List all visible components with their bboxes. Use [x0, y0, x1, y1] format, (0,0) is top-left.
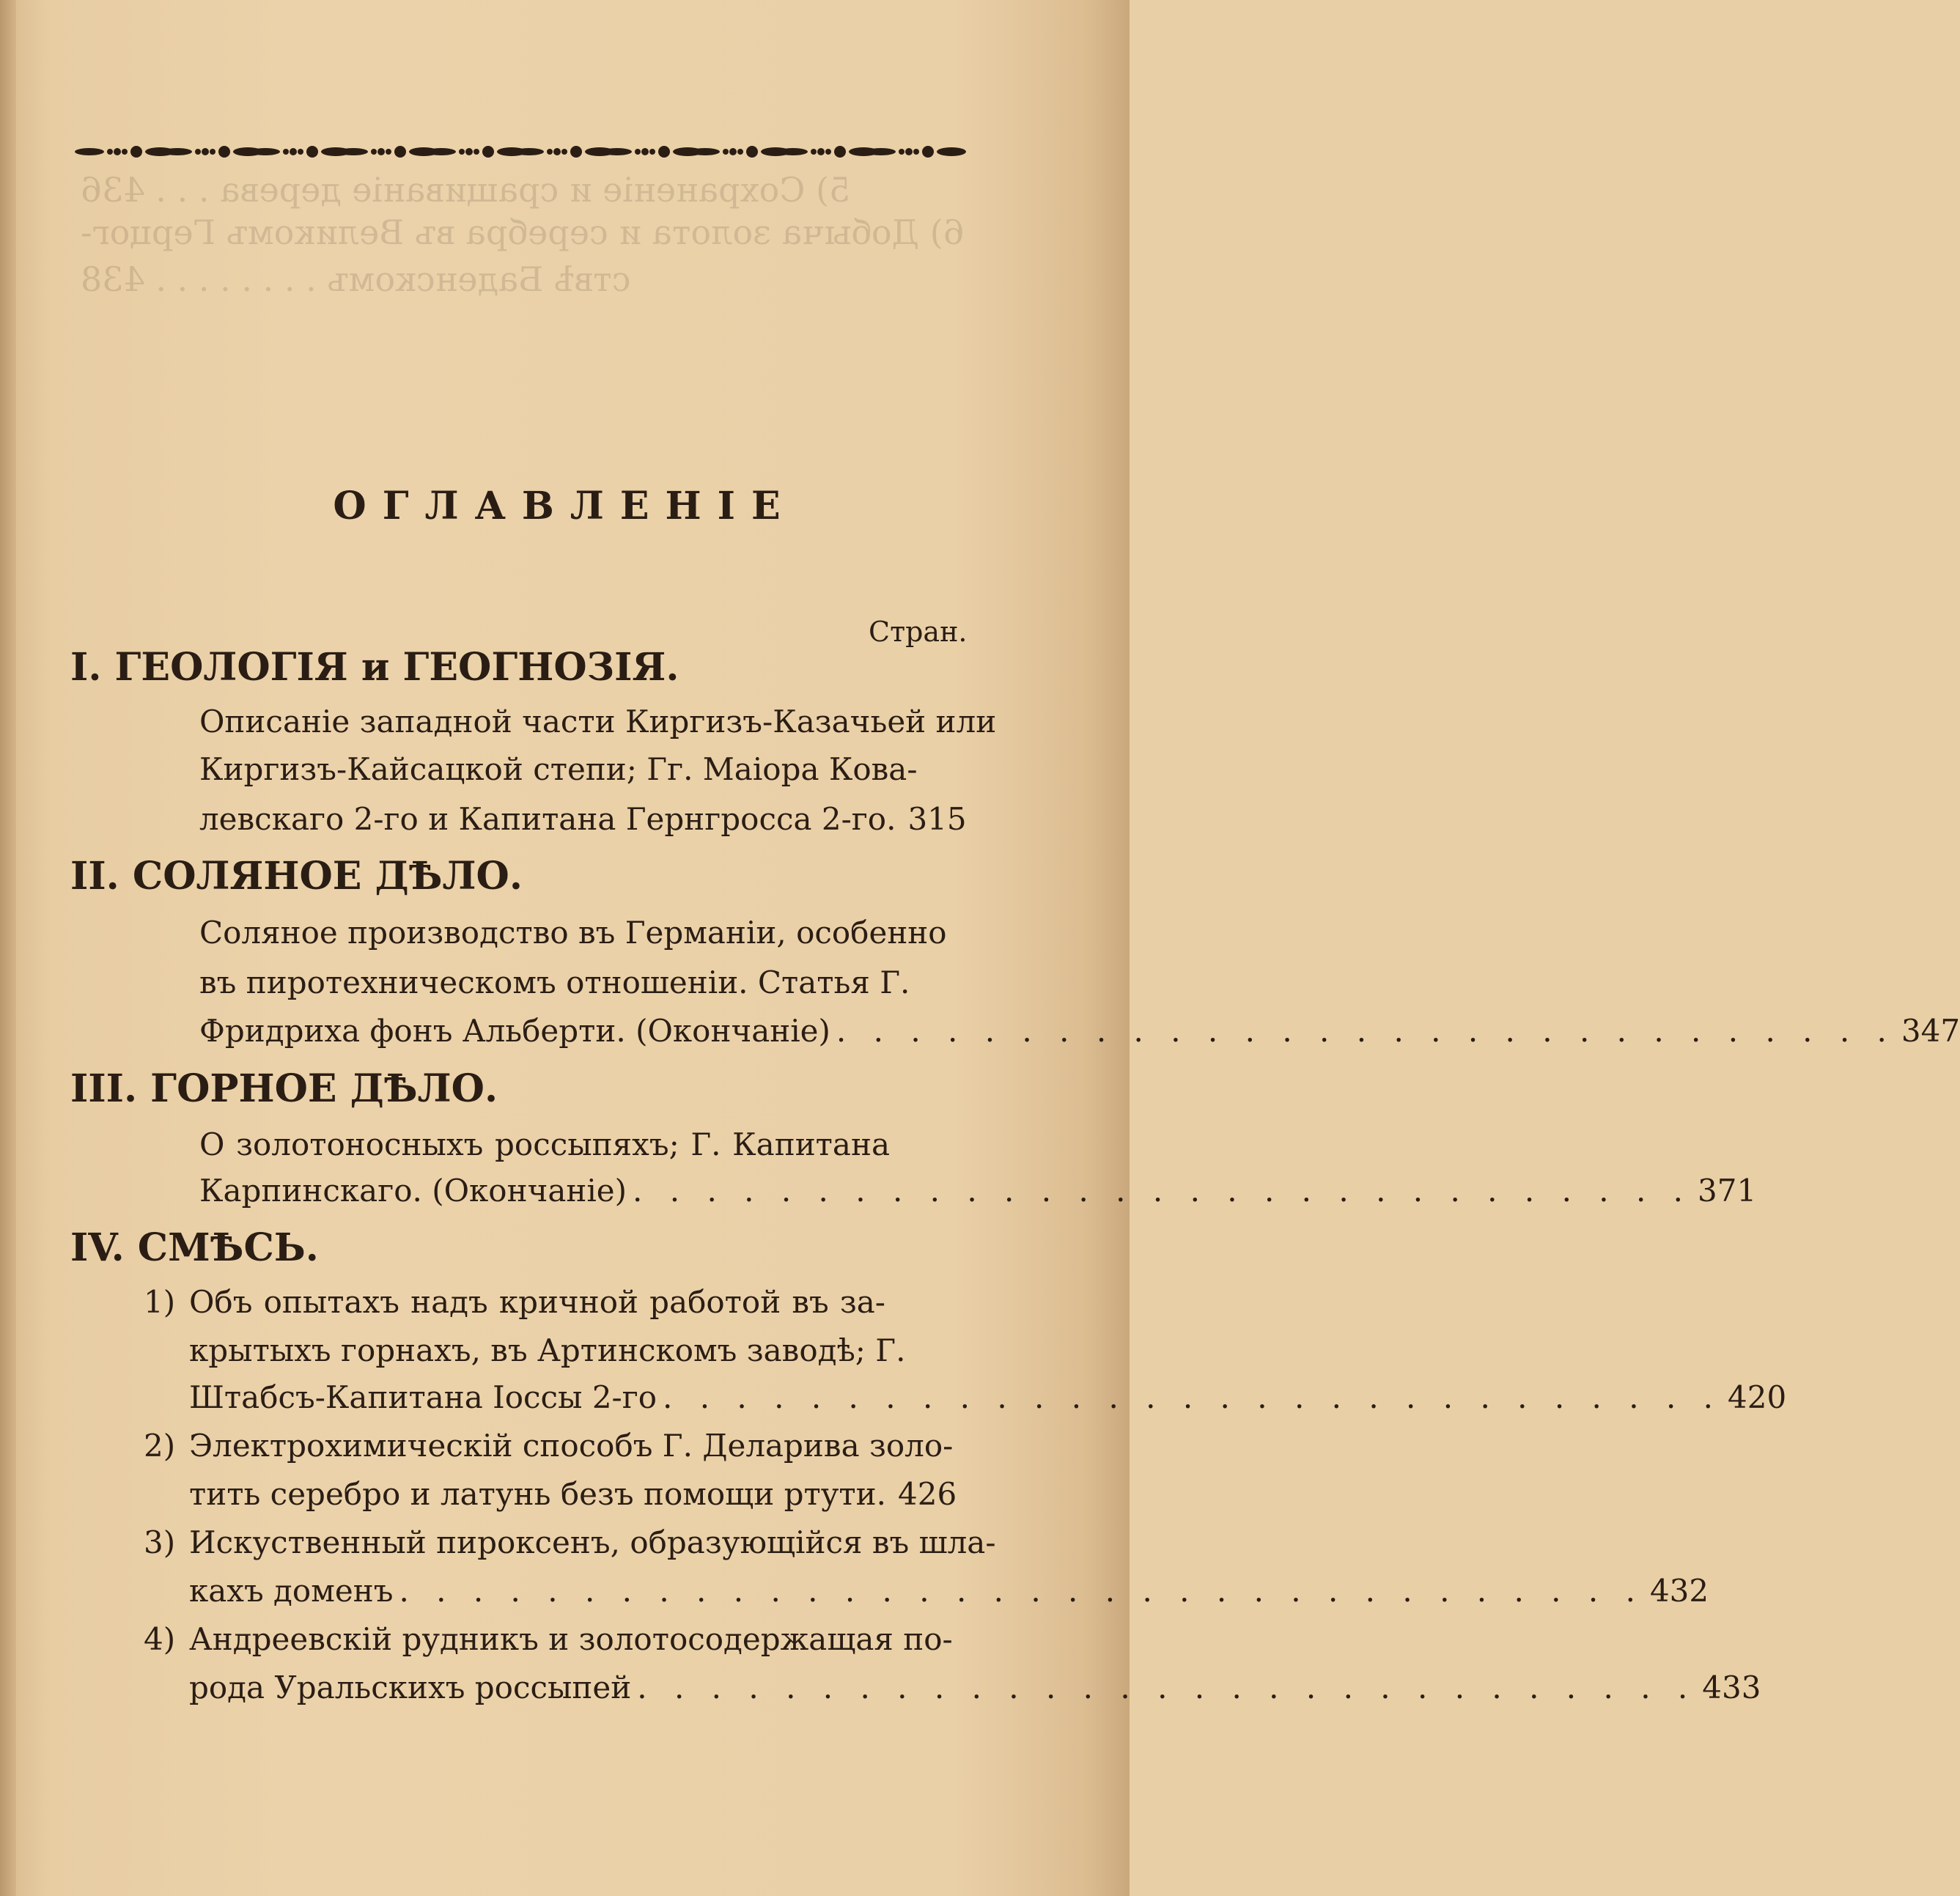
- toc-entry-last-line: [199, 1013, 1960, 1049]
- toc-entry-last-line: [189, 1379, 1787, 1415]
- bleed-line-3: ствѣ Баденскомъ . . . . . . . . 438: [81, 259, 631, 299]
- toc-line: Описаніе западной части Киргизъ-Казачьей или: [199, 704, 997, 739]
- section-heading-salt: II. СОЛЯНОЕ ДѢЛО.: [70, 854, 523, 899]
- toc-line: Электрохимическій способъ Г. Деларива золо-: [189, 1428, 954, 1464]
- toc-line: въ пиротехническомъ отношеніи. Статья Г.: [199, 964, 910, 1000]
- decorative-ornament-border: [73, 133, 964, 170]
- toc-entry-last-line: [189, 1476, 957, 1512]
- section-heading-mining: III. ГОРНОЕ ДѢЛО.: [70, 1066, 498, 1111]
- leader-dots: . . . . . . . . . . . . . . . . . . . . . . . . . . . . .: [633, 1173, 1692, 1209]
- bleed-line-2: 6) Добыча золота и серебра въ Великомъ Герцог-: [81, 213, 965, 252]
- toc-entry-text: тить серебро и латунь безъ помощи ртути.: [189, 1476, 886, 1512]
- toc-entry-last-line: [189, 1670, 1761, 1705]
- item-number: 3): [144, 1524, 176, 1560]
- toc-entry-text: кахъ доменъ: [189, 1573, 394, 1609]
- toc-entry-text: рода Уральскихъ россыпей: [189, 1670, 632, 1705]
- toc-entry-last-line: [199, 801, 967, 837]
- toc-line: Киргизъ-Кайсацкой степи; Гг. Маіора Кова-: [199, 751, 918, 787]
- page-number: 371: [1698, 1173, 1757, 1209]
- item-number: 4): [144, 1621, 176, 1657]
- item-number: 2): [144, 1428, 176, 1464]
- page-number: 315: [907, 801, 967, 837]
- page-number: 347: [1901, 1013, 1960, 1049]
- page-number: 432: [1649, 1573, 1709, 1609]
- toc-line: крытыхъ горнахъ, въ Артинскомъ заводѣ; Г.: [189, 1332, 906, 1368]
- leader-dots: . . . . . . . . . . . . . . . . . . . . . . . . . . . . .: [836, 1013, 1895, 1049]
- toc-entry-text: Фридриха фонъ Альберти. (Окончаніе): [199, 1013, 830, 1049]
- toc-line: Искуственный пироксенъ, образующійся въ шла-: [189, 1524, 996, 1560]
- toc-line: О золотоносныхъ россыпяхъ; Г. Капитана: [199, 1126, 890, 1162]
- toc-line: Андреевскій рудникъ и золотосодержащая по-: [189, 1621, 953, 1657]
- toc-line: Объ опытахъ надъ кричной работой въ за-: [189, 1284, 885, 1320]
- page-spine-shadow: [0, 0, 16, 1896]
- toc-entry-last-line: [199, 1173, 1757, 1209]
- toc-line: Соляное производство въ Германіи, особенно: [199, 915, 947, 951]
- page-column-label: Стран.: [869, 616, 968, 648]
- toc-entry-text: Карпинскаго. (Окончаніе): [199, 1173, 627, 1209]
- page-title: ОГЛАВЛЕНІЕ: [333, 484, 797, 528]
- page-number: 433: [1702, 1670, 1761, 1705]
- toc-entry-text: левскаго 2-го и Капитана Гернгросса 2-го.: [199, 801, 896, 837]
- bleed-line-1: 5) Сохраненіе и сращиваніе дерева . . . 436: [81, 170, 851, 210]
- leader-dots: . . . . . . . . . . . . . . . . . . . . . . . . . . . . .: [663, 1379, 1723, 1415]
- section-heading-miscellany: IV. СМѢСЬ.: [70, 1225, 319, 1270]
- leader-dots: . . . . . . . . . . . . . . . . . . . . . . . . . . . . .: [637, 1670, 1697, 1705]
- leader-dots: . . . . . . . . . . . . . . . . . . . . . . . . . . . . . . . . . .: [399, 1573, 1644, 1609]
- page-number: 426: [898, 1476, 957, 1512]
- toc-entry-text: Штабсъ-Капитана Іоссы 2-го: [189, 1379, 657, 1415]
- item-number: 1): [144, 1284, 176, 1320]
- section-heading-geology: I. ГЕОЛОГІЯ и ГЕОГНОЗІЯ.: [70, 645, 679, 690]
- page-number: 420: [1728, 1379, 1787, 1415]
- toc-entry-last-line: [189, 1573, 1709, 1609]
